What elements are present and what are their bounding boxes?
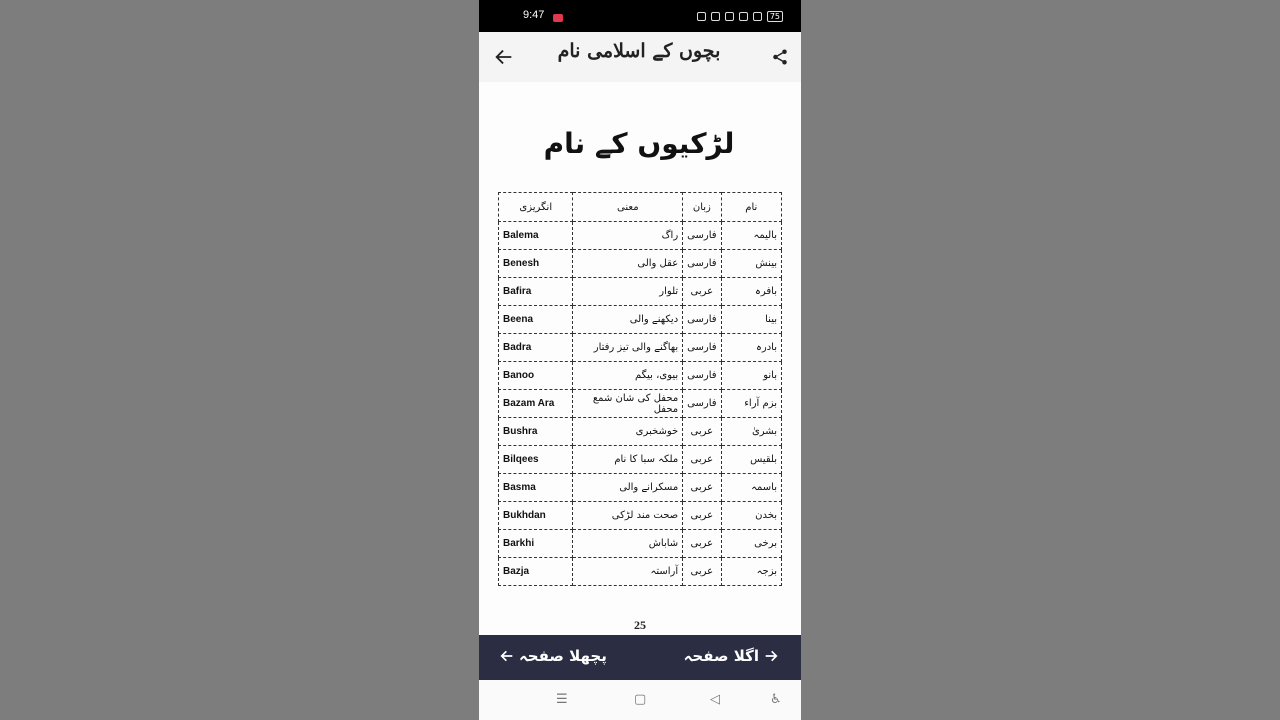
- cell-name: بزجہ: [721, 558, 781, 586]
- cell-meaning: دیکھنے والی: [573, 306, 683, 334]
- cell-meaning: محفل کی شان شمع محفل: [573, 390, 683, 418]
- back-arrow-icon[interactable]: [493, 46, 515, 68]
- cell-meaning: آراستہ: [573, 558, 683, 586]
- cell-name: برخی: [721, 530, 781, 558]
- cell-english: Beena: [499, 306, 573, 334]
- cell-meaning: تلوار: [573, 278, 683, 306]
- table-row: [499, 362, 782, 390]
- wifi-icon: [739, 12, 748, 21]
- cell-meaning: راگ: [573, 222, 683, 250]
- cell-language: عربی: [683, 418, 721, 446]
- cell-english: Banoo: [499, 362, 573, 390]
- header-english: انگریزی: [499, 193, 573, 222]
- next-page-button[interactable]: [684, 647, 779, 665]
- cell-english: Bafira: [499, 278, 573, 306]
- table-row: [499, 446, 782, 474]
- cell-language: فارسی: [683, 250, 721, 278]
- cell-name: باسمہ: [721, 474, 781, 502]
- table-row: [499, 558, 782, 586]
- cell-language: فارسی: [683, 306, 721, 334]
- page-number: 25: [634, 618, 646, 632]
- cell-english: Bilqees: [499, 446, 573, 474]
- header-meaning: معنی: [573, 193, 683, 222]
- cell-language: عربی: [683, 474, 721, 502]
- cell-english: Benesh: [499, 250, 573, 278]
- cell-language: فارسی: [683, 334, 721, 362]
- book-page: [479, 82, 801, 635]
- previous-page-button[interactable]: [499, 647, 607, 665]
- table-row: [499, 334, 782, 362]
- alarm-icon: [697, 12, 706, 21]
- table-row: [499, 418, 782, 446]
- table-row: [499, 530, 782, 558]
- arrow-left-icon: [499, 648, 515, 664]
- cell-name: بلقیس: [721, 446, 781, 474]
- cell-meaning: مسکرانے والی: [573, 474, 683, 502]
- table-row: [499, 278, 782, 306]
- mute-icon: [711, 12, 720, 21]
- cell-english: Bukhdan: [499, 502, 573, 530]
- cell-language: فارسی: [683, 222, 721, 250]
- system-back-icon[interactable]: ◁: [710, 692, 720, 707]
- cell-english: Bushra: [499, 418, 573, 446]
- cell-meaning: عقل والی: [573, 250, 683, 278]
- page-navigation-bar: [479, 635, 801, 680]
- background-left: [0, 0, 479, 720]
- background-right: [801, 0, 1280, 720]
- screen-record-icon: [553, 14, 563, 22]
- cell-name: بزم آراء: [721, 390, 781, 418]
- cell-name: بشریٰ: [721, 418, 781, 446]
- page-heading: لڑکیوں کے نام: [543, 127, 735, 160]
- signal-icon: [753, 12, 762, 21]
- cell-meaning: خوشخبری: [573, 418, 683, 446]
- cell-language: عربی: [683, 558, 721, 586]
- table-row: [499, 502, 782, 530]
- cell-english: Balema: [499, 222, 573, 250]
- cell-name: بینا: [721, 306, 781, 334]
- cell-name: بخدن: [721, 502, 781, 530]
- names-table: [498, 192, 782, 586]
- cell-name: بینش: [721, 250, 781, 278]
- table-row: [499, 250, 782, 278]
- accessibility-icon[interactable]: ♿: [770, 692, 782, 707]
- cell-meaning: شاباش: [573, 530, 683, 558]
- home-icon[interactable]: ▢: [634, 692, 647, 707]
- cell-name: بافرہ: [721, 278, 781, 306]
- cell-english: Badra: [499, 334, 573, 362]
- status-icons: [697, 10, 783, 22]
- cell-english: Basma: [499, 474, 573, 502]
- cell-english: Barkhi: [499, 530, 573, 558]
- cell-language: فارسی: [683, 362, 721, 390]
- cell-meaning: صحت مند لڑکی: [573, 502, 683, 530]
- bluetooth-icon: [725, 12, 734, 21]
- cell-language: فارسی: [683, 390, 721, 418]
- arrow-right-icon: [763, 648, 779, 664]
- battery-icon: 75: [767, 11, 783, 22]
- next-page-label: اگلا صفحہ: [683, 647, 759, 665]
- cell-language: عربی: [683, 278, 721, 306]
- share-icon[interactable]: [771, 48, 789, 66]
- cell-language: عربی: [683, 446, 721, 474]
- recent-apps-icon[interactable]: ☰: [556, 692, 568, 707]
- table-row: [499, 306, 782, 334]
- cell-meaning: ملکہ سبا کا نام: [573, 446, 683, 474]
- cell-name: بادرہ: [721, 334, 781, 362]
- app-title: بچوں کے اسلامی نام: [557, 40, 721, 62]
- phone-screen: [479, 0, 801, 720]
- app-bar: [479, 32, 801, 82]
- cell-english: Bazja: [499, 558, 573, 586]
- cell-language: عربی: [683, 502, 721, 530]
- status-time: 9:47: [523, 9, 545, 21]
- system-navigation-bar: [479, 680, 801, 720]
- status-bar: [479, 0, 801, 32]
- table-header-row: [499, 193, 782, 222]
- cell-name: بالیمہ: [721, 222, 781, 250]
- table-row: [499, 474, 782, 502]
- header-language: زبان: [683, 193, 721, 222]
- header-name: نام: [721, 193, 781, 222]
- cell-meaning: بیوی، بیگم: [573, 362, 683, 390]
- table-row: [499, 222, 782, 250]
- cell-meaning: بھاگنے والی تیز رفتار: [573, 334, 683, 362]
- table-row: [499, 390, 782, 418]
- cell-english: Bazam Ara: [499, 390, 573, 418]
- cell-name: بانو: [721, 362, 781, 390]
- cell-language: عربی: [683, 530, 721, 558]
- previous-page-label: پچھلا صفحہ: [519, 647, 607, 665]
